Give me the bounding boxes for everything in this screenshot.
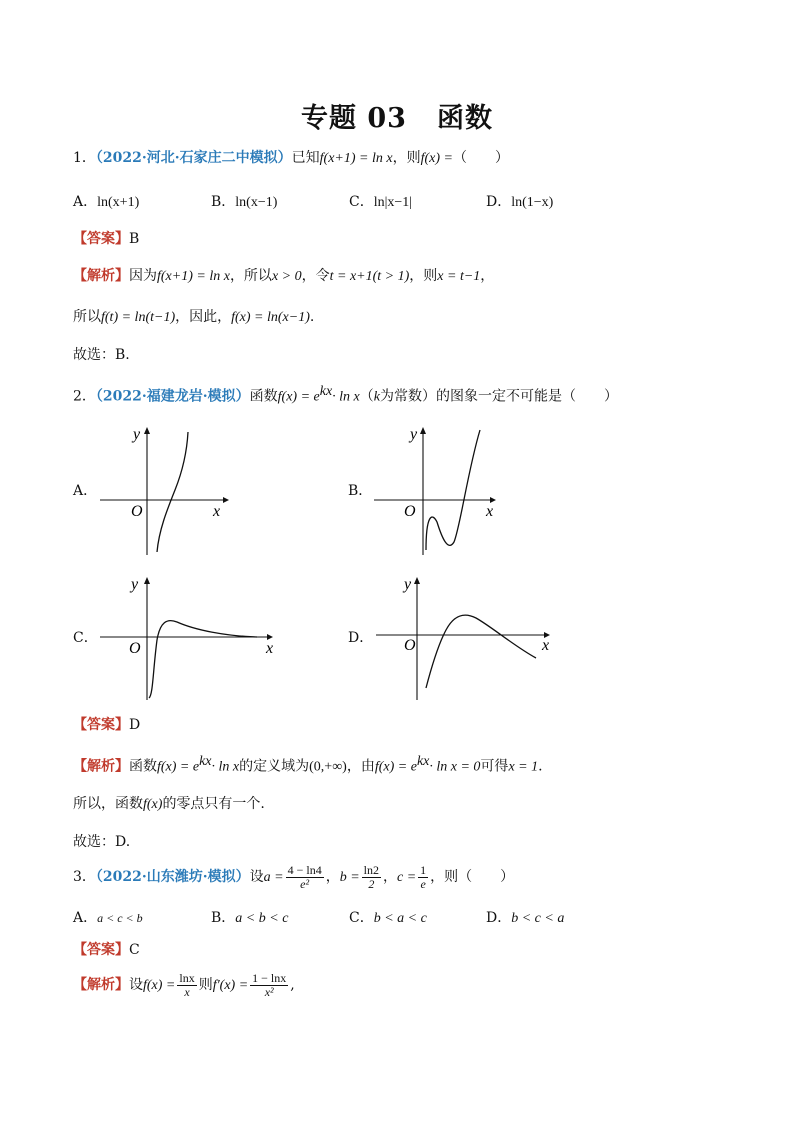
q1-option-b-letter: B．: [211, 194, 236, 210]
q3-option-b: [211, 907, 288, 927]
q2-graph-c-y-arrow: [144, 577, 150, 584]
q1-stem-math-1: f(x+1) = ln x: [319, 151, 393, 166]
title-sub: 函数: [436, 103, 493, 134]
q2-graph-c: [95, 570, 285, 709]
q3-fp-fraction: [250, 972, 288, 999]
q2-graph-c-y-label: y: [131, 576, 139, 593]
q3-stem-text-a: 设: [249, 869, 264, 885]
q1-stem-math-2: f(x) =: [420, 151, 453, 166]
q2-analysis-math-1b: · ln x: [211, 759, 240, 775]
q3-f-fraction: [177, 972, 196, 999]
q1-analysis-math-2: x > 0: [271, 269, 302, 284]
q3-option-b-text: a < b < c: [235, 911, 289, 926]
q2-analysis-math-3: f(x) = e: [374, 759, 417, 775]
q1-analysis2-text-b: ，因此，: [175, 309, 232, 325]
q1-stem-text-b: ，则: [392, 150, 421, 166]
q1-option-c: [349, 191, 412, 211]
q2-stem-text-a: 函数: [249, 388, 278, 405]
q3-option-a-letter: A．: [73, 910, 98, 926]
q3-stem-text-b: ，则（ ）: [430, 869, 515, 885]
q2-graph-a-curve: [157, 432, 188, 552]
q2-conclusion: 故选：D.: [73, 834, 131, 850]
q1-answer-value: B: [129, 231, 140, 247]
q1-option-d-letter: D．: [486, 194, 512, 210]
q1-analysis2-math-1: f(t) = ln(t−1): [101, 310, 176, 325]
q2-graph-c-origin-label: O: [129, 640, 141, 657]
q2-analysis-math-3b: · ln x = 0: [429, 759, 481, 775]
q2-analysis2-text-b: 的零点只有一个.: [162, 796, 265, 812]
q2-graph-d-y-arrow: [414, 577, 420, 584]
q2-graph-d-curve: [426, 615, 536, 688]
q3-analysis-text-c: ,: [290, 977, 295, 993]
q1-analysis-math-3: t = x+1(t > 1): [329, 269, 410, 284]
q3-a-fraction: [286, 864, 324, 891]
q3-option-d-text: b < c < a: [511, 911, 565, 926]
q1-stem-text-c: （ ）: [452, 150, 509, 166]
q1-option-d: [486, 191, 553, 211]
q1-analysis-line2: [73, 307, 314, 328]
q2-option-d-letter: D．: [348, 630, 374, 646]
q3-fp-denominator: x²: [264, 984, 274, 999]
q2-stem-text-c: 为常数）的图象一定不可能是（ ）: [380, 388, 618, 405]
q2-stem-sup: kx: [319, 384, 333, 399]
q2-stem: [73, 382, 618, 408]
q2-answer-value: D: [129, 717, 141, 733]
q1-answer-tag: 【答案】: [73, 231, 129, 247]
q3-answer: [73, 940, 140, 960]
q2-source: （2022·福建龙岩·模拟）: [95, 388, 250, 405]
q2-stem-math-b: · ln x: [332, 389, 360, 405]
q1-option-b: [211, 191, 277, 211]
title-main: 专题 03: [301, 103, 407, 134]
q3-f-numerator: lnx: [179, 970, 195, 985]
q3-option-b-letter: B．: [211, 910, 236, 926]
q2-graph-a: [95, 420, 235, 564]
q1-stem-text-a: 已知: [291, 150, 320, 166]
q1-option-d-text: ln(1−x): [511, 195, 554, 210]
q2-graph-c-x-label: x: [266, 640, 274, 657]
q1-analysis-text-d: ，则: [409, 268, 438, 284]
q3-c-fraction: [418, 864, 428, 891]
q3-sep-1: ，: [325, 869, 340, 885]
q2-analysis-text-a: 函数: [129, 758, 157, 775]
q1-analysis2-text-c: .: [309, 309, 315, 325]
q3-c-denominator: e: [420, 876, 426, 891]
q1-option-b-text: ln(x−1): [235, 195, 278, 210]
q3-answer-tag: 【答案】: [73, 942, 129, 958]
q2-answer-tag: 【答案】: [73, 717, 129, 733]
q2-graph-d-origin-label: O: [404, 637, 416, 654]
q2-stem-text-b: （: [359, 388, 374, 405]
q3-option-c: [349, 907, 427, 927]
q2-analysis-math-2: (0,+∞): [309, 759, 347, 775]
q1-analysis-text-a: 因为: [129, 268, 157, 284]
q1-analysis2-text-a: 所以: [73, 309, 101, 325]
q3-f-lhs: f(x) =: [143, 978, 176, 993]
q3-option-d-letter: D．: [486, 910, 512, 926]
q2-analysis2-text-a: 所以，函数: [73, 796, 143, 812]
q1-analysis-math-1: f(x+1) = ln x: [157, 269, 230, 284]
q2-graph-a-y-arrow: [144, 427, 150, 434]
q3-b-denominator: 2: [368, 876, 375, 891]
q3-option-c-letter: C．: [349, 910, 374, 926]
q3-option-d: [486, 907, 564, 927]
page-title: [0, 96, 794, 135]
q1-source: （2022·河北·石家庄二中模拟）: [95, 150, 292, 166]
q2-analysis-tag: 【解析】: [73, 758, 129, 775]
q3-answer-value: C: [129, 942, 140, 958]
q1-conclusion: 故选：B.: [73, 347, 130, 363]
q3-option-a: [73, 907, 143, 927]
q2-option-a-letter: A．: [73, 483, 98, 499]
q3-f-denominator: x: [184, 984, 190, 999]
q2-graph-b-origin-label: O: [404, 503, 416, 520]
q1-answer: [73, 229, 139, 249]
q2-analysis-text-b: 的定义域为: [239, 758, 310, 775]
q3-stem: [73, 862, 514, 893]
q1-number: 1．: [73, 150, 96, 166]
q1-option-c-letter: C．: [349, 194, 374, 210]
q2-analysis-sup-1: kx: [199, 754, 212, 769]
q2-number: 2．: [73, 388, 96, 405]
q2-graph-b-curve: [426, 430, 480, 550]
q2-graph-b-y-label: y: [410, 426, 418, 443]
q3-analysis: [73, 970, 295, 1001]
q2-analysis-math-1: f(x) = e: [157, 759, 200, 775]
q2-graph-b-y-arrow: [420, 427, 426, 434]
q2-graph-d-x-label: x: [542, 637, 550, 654]
q2-option-c-letter: C．: [73, 630, 98, 646]
q1-option-a-letter: A．: [73, 194, 98, 210]
q1-option-a-text: ln(x+1): [97, 195, 140, 210]
q2-analysis-sup-2: kx: [416, 754, 430, 769]
q3-number: 3．: [73, 869, 96, 885]
q1-analysis-tag: 【解析】: [73, 268, 129, 284]
q3-a-denominator: e²: [300, 876, 310, 891]
q2-graph-a-y-label: y: [133, 426, 141, 443]
q1-analysis-text-c: ，令: [301, 268, 330, 284]
q3-a-lhs: a =: [263, 870, 284, 885]
q3-option-c-text: b < a < c: [373, 911, 427, 926]
q1-analysis2-math-2: f(x) = ln(x−1): [231, 310, 310, 325]
q2-graph-d: [372, 570, 562, 709]
q3-source: （2022·山东潍坊·模拟）: [95, 869, 250, 885]
q1-stem: [73, 148, 509, 169]
q3-c-lhs: c =: [397, 870, 417, 885]
q2-graph-a-origin-label: O: [131, 503, 143, 520]
q3-b-fraction: [362, 864, 381, 891]
q2-analysis-text-c: ，由: [346, 758, 375, 775]
q2-graph-c-curve: [149, 621, 257, 698]
q2-graph-b: [372, 420, 512, 564]
q3-analysis-text-b: 则: [198, 977, 213, 993]
q2-analysis-line1: [73, 752, 543, 778]
q2-graph-a-x-arrow: [223, 497, 229, 503]
q2-stem-math: f(x) = e: [277, 389, 320, 405]
q1-analysis-line1: [73, 266, 494, 287]
q3-a-numerator: 4 − ln4: [287, 862, 322, 877]
q1-analysis-text-e: ，: [480, 268, 495, 284]
q1-analysis-text-b: ，所以: [229, 268, 272, 284]
q2-analysis-math-4: x = 1: [508, 759, 539, 775]
q2-graph-a-x-label: x: [213, 503, 221, 520]
q3-b-lhs: b =: [339, 870, 360, 885]
q3-analysis-tag: 【解析】: [73, 977, 129, 993]
q2-stem-k: k: [373, 389, 380, 405]
q1-option-a: [73, 191, 139, 211]
q1-analysis-math-4: x = t−1: [437, 269, 481, 284]
q3-b-numerator: ln2: [363, 862, 379, 877]
q2-analysis-text-d: 可得: [480, 758, 509, 775]
q3-c-numerator: 1: [420, 862, 427, 877]
q2-analysis2-math: f(x): [143, 797, 163, 812]
q2-analysis-line2: [73, 794, 265, 815]
q2-answer: [73, 715, 140, 735]
q2-graph-b-x-label: x: [486, 503, 494, 520]
q3-fp-numerator: 1 − lnx: [252, 970, 287, 985]
q3-option-a-text: a < c < b: [97, 911, 143, 925]
q1-option-c-text: ln|x−1|: [373, 195, 413, 210]
q2-option-b-letter: B．: [348, 483, 373, 499]
q3-analysis-text-a: 设: [129, 977, 143, 993]
q3-fp-lhs: f′(x) =: [212, 978, 249, 993]
q2-graph-d-y-label: y: [404, 576, 412, 593]
q2-analysis-text-e: .: [538, 758, 543, 775]
q3-sep-2: ，: [383, 869, 397, 885]
